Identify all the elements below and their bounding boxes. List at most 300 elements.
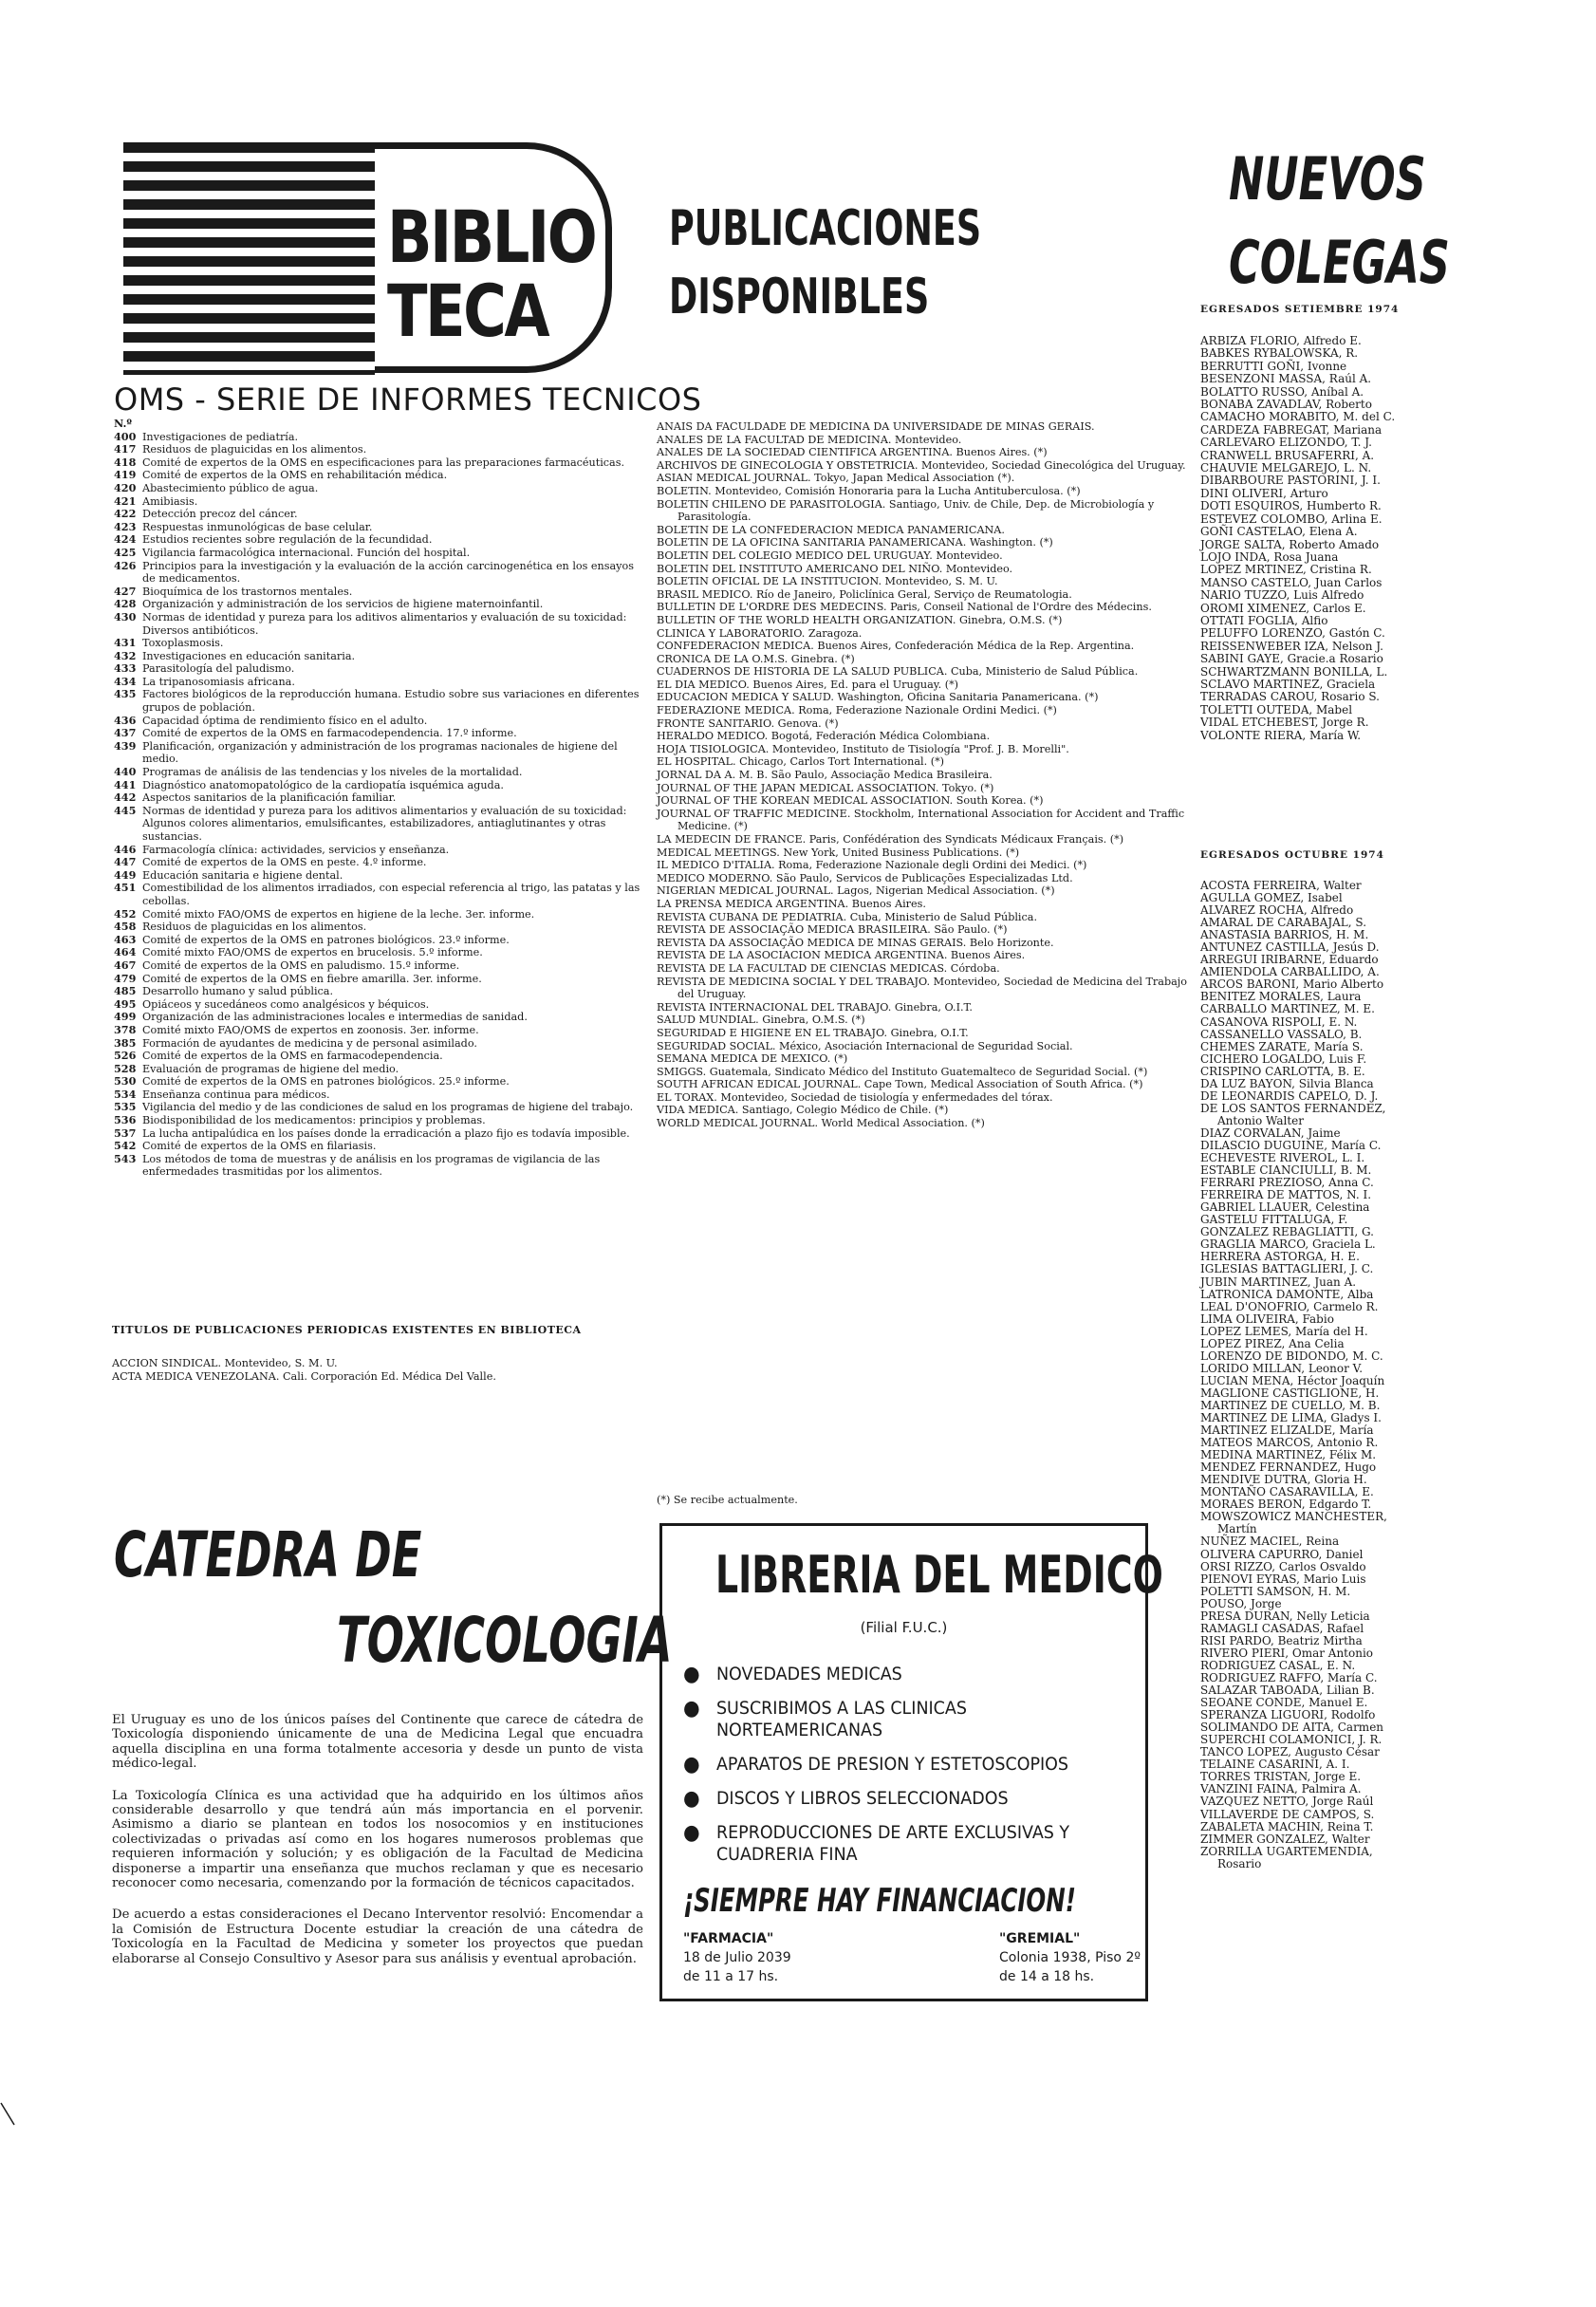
periodicals-footnote: (*) Se recibe actualmente.: [657, 1494, 798, 1506]
graduate-name: RODRIGUEZ CASAL, E. N.: [1200, 1658, 1356, 1672]
graduate-name: AMIENDOLA CARBALLIDO, A.: [1200, 965, 1380, 979]
report-title: Factores biológicos de la reproducción humana. Estudio sobre sus variaciones en diferentes grupos de población.: [142, 688, 640, 715]
report-number: 542: [114, 1139, 137, 1153]
graduate-name: MARTINEZ ELIZALDE, María: [1200, 1423, 1374, 1438]
periodical-item: HOJA TISIOLOGICA. Montevideo, Instituto de Tisiología "Prof. J. B. Morelli".: [657, 742, 1069, 755]
graduate-name: DIBARBOURE PASTORINI, J. I.: [1200, 474, 1381, 488]
oct-graduates-heading: EGRESADOS OCTUBRE 1974: [1200, 849, 1384, 861]
graduate-name: MENDIVE DUTRA, Gloria H.: [1200, 1473, 1367, 1487]
report-number: 530: [114, 1074, 137, 1088]
report-number: 526: [114, 1049, 137, 1063]
periodical-item: BOLETIN DE LA OFICINA SANITARIA PANAMERICANA. Washington. (*): [657, 536, 1053, 549]
graduate-name: BABKES RYBALOWSKA, R.: [1200, 346, 1359, 361]
ad-item-list: [683, 1664, 1129, 1878]
periodical-item: ACTA MEDICA VENEZOLANA. Cali. Corporación Ed. Médica Del Valle.: [112, 1369, 496, 1383]
graduate-name: ARCOS BARONI, Mario Alberto: [1200, 977, 1384, 992]
oms-report-row: [114, 715, 645, 728]
graduate-name: DOTI ESQUIROS, Humberto R.: [1200, 499, 1382, 513]
ad-item-text: REPRODUCCIONES DE ARTE EXCLUSIVAS Y CUADRERIA FINA: [715, 1822, 1070, 1865]
report-number: 452: [114, 906, 137, 921]
report-number: 440: [114, 765, 137, 779]
report-title: Amibiasis.: [142, 494, 198, 508]
periodical-item: BOLETIN CHILENO DE PARASITOLOGIA. Santiago, Univ. de Chile, Dep. de Microbiología y Parasitología.: [657, 497, 1155, 524]
oms-report-row: [114, 469, 645, 482]
periodical-item: JORNAL DA A. M. B. São Paulo, Associação Medica Brasileira.: [657, 769, 993, 782]
ad-item: [683, 1788, 1093, 1810]
periodical-item: VIDA MEDICA. Santiago, Colegio Médico de Chile. (*): [657, 1104, 949, 1117]
oms-report-row: [114, 508, 645, 521]
oms-report-row: [114, 766, 645, 779]
periodical-item: BOLETIN DE LA CONFEDERACION MEDICA PANAMERICANA.: [657, 523, 1005, 536]
graduate-name: MARTINEZ DE LIMA, Gladys I.: [1200, 1411, 1382, 1425]
periodical-item: WORLD MEDICAL JOURNAL. World Medical Association. (*): [657, 1117, 985, 1130]
periodical-item: EL DIA MEDICO. Buenos Aires, Ed. para el Uruguay. (*): [657, 678, 959, 691]
oms-report-row: [114, 482, 645, 495]
logo-line-2: TECA: [387, 269, 548, 353]
graduate-name: ESTEVEZ COLOMBO, Arlina E.: [1200, 512, 1383, 526]
branch-name: "FARMACIA": [683, 1931, 774, 1946]
catedra-title-line-1: CATEDRA DE: [114, 1518, 422, 1591]
ad-item: [683, 1754, 1093, 1776]
graduate-name: MENDEZ FERNANDEZ, Hugo: [1200, 1460, 1377, 1475]
periodical-item: LA MEDECIN DE FRANCE. Paris, Confédération des Syndicats Médicaux Français. (*): [657, 833, 1124, 846]
periodical-item: CRONICA DE LA O.M.S. Ginebra. (*): [657, 652, 855, 665]
nuevos-title-line-2: COLEGAS: [1229, 228, 1450, 297]
report-number: 430: [114, 609, 137, 623]
oms-report-row: [114, 586, 645, 599]
oms-report-row: [114, 959, 645, 973]
oms-report-row: [114, 1101, 645, 1114]
report-title: Educación sanitaria e higiene dental.: [142, 868, 343, 882]
oms-report-row: [114, 1140, 645, 1153]
report-number: 441: [114, 777, 137, 791]
report-title: Biodisponibilidad de los medicamentos: principios y problemas.: [142, 1114, 486, 1127]
report-number: 464: [114, 945, 137, 959]
graduate-name: LEAL D'ONOFRIO, Carmelo R.: [1200, 1299, 1379, 1313]
graduate-name: LUCIAN MENA, Héctor Joaquín: [1200, 1373, 1385, 1387]
logo-stripe: [123, 237, 375, 248]
report-title: Detección precoz del cáncer.: [142, 508, 298, 521]
report-number: 427: [114, 584, 137, 598]
logo-stripe: [123, 199, 375, 210]
periodical-item: BULLETIN OF THE WORLD HEALTH ORGANIZATION. Ginebra, O.M.S. (*): [657, 613, 1063, 626]
report-title: Respuestas inmunológicas de base celular.: [142, 520, 373, 533]
graduate-name: LORIDO MILLAN, Leonor V.: [1200, 1361, 1364, 1375]
graduate-name: TORRES TRISTAN, Jorge E.: [1200, 1770, 1362, 1784]
graduate-name: AMARAL DE CARABAJAL, S.: [1200, 916, 1367, 930]
report-title: Comité de expertos de la OMS en rehabilitación médica.: [142, 469, 448, 482]
periodicals-list: [657, 420, 1193, 1130]
periodical-item: CUADERNOS DE HISTORIA DE LA SALUD PUBLICA. Cuba, Ministerio de Salud Pública.: [657, 665, 1139, 679]
ad-title: LIBRERIA DEL MEDICO: [714, 1545, 1163, 1605]
report-title: Diagnóstico anatomopatológico de la cardiopatía isquémica aguda.: [142, 778, 504, 791]
graduate-name: Antonio Walter: [1217, 1113, 1304, 1127]
oms-report-row: [114, 688, 645, 714]
oms-report-row: [114, 869, 645, 883]
graduate-name: PELUFFO LORENZO, Gastón C.: [1200, 626, 1385, 641]
sept-graduates-heading: EGRESADOS SETIEMBRE 1974: [1200, 304, 1400, 315]
oms-report-row: [114, 791, 645, 805]
report-number: 421: [114, 493, 137, 508]
oms-report-row: [114, 1037, 645, 1051]
oms-report-list: [114, 418, 645, 1179]
report-number: 417: [114, 442, 137, 456]
logo-stripe: [123, 180, 375, 191]
oms-report-row: [114, 908, 645, 921]
periodical-item: HERALDO MEDICO. Bogotá, Federación Médica Colombiana.: [657, 730, 991, 743]
report-number: 449: [114, 867, 137, 882]
graduate-name: LOJO INDA, Rosa Juana: [1200, 549, 1339, 564]
report-title: Comité mixto FAO/OMS de expertos en brucelosis. 5.º informe.: [142, 946, 483, 959]
graduate-name: PIENOVI EYRAS, Mario Luis: [1200, 1572, 1366, 1586]
graduate-name: MATEOS MARCOS, Antonio R.: [1200, 1436, 1379, 1450]
graduate-name: GABRIEL LLAUER, Celestina: [1200, 1200, 1370, 1215]
branch-address: Colonia 1938, Piso 2º: [999, 1950, 1141, 1965]
report-title: Principios para la investigación y la evaluación de la acción carcinogenética en los ensayos de medicamentos.: [142, 559, 634, 586]
oms-report-row: [114, 521, 645, 534]
graduate-name: TELAINE CASARINI, A. I.: [1200, 1758, 1350, 1772]
report-title: Comité de expertos de la OMS en farmacodependencia.: [142, 1050, 443, 1063]
graduate-name: POLETTI SAMSON, H. M.: [1200, 1584, 1351, 1598]
graduate-name: ALVAREZ ROCHA, Alfredo: [1200, 903, 1354, 918]
report-number: 426: [114, 558, 137, 572]
graduate-name: ORSI RIZZO, Carlos Osvaldo: [1200, 1559, 1366, 1573]
graduate-name: Rosario: [1217, 1856, 1262, 1870]
periodical-item: EL HOSPITAL. Chicago, Carlos Tort International. (*): [657, 755, 945, 769]
logo-stripe: [123, 218, 375, 229]
report-title: Capacidad óptima de rendimiento físico en el adulto.: [142, 714, 428, 727]
report-title: Comité de expertos de la OMS en filariasis.: [142, 1140, 377, 1153]
report-number: 534: [114, 1087, 137, 1101]
graduate-name: VIDAL ETCHEBEST, Jorge R.: [1200, 716, 1369, 730]
report-number: 432: [114, 648, 137, 662]
graduate-name: BENITEZ MORALES, Laura: [1200, 990, 1362, 1004]
periodicals-heading: TITULOS DE PUBLICACIONES PERIODICAS EXISTENTES EN BIBLIOTECA: [112, 1324, 582, 1336]
ad-item: [683, 1698, 1093, 1741]
graduate-name: OLIVERA CAPURRO, Daniel: [1200, 1547, 1364, 1561]
graduate-name: OTTATI FOGLIA, Alfio: [1200, 613, 1328, 627]
oms-report-row: [114, 1050, 645, 1063]
graduate-name: DA LUZ BAYON, Silvia Blanca: [1200, 1076, 1374, 1090]
periodical-item: EL TORAX. Montevideo, Sociedad de tisiología y enfermedades del tórax.: [657, 1090, 1053, 1104]
report-number: 451: [114, 881, 137, 895]
oms-report-row: [114, 456, 645, 470]
report-title: Normas de identidad y pureza para los aditivos alimentarios y evaluación de su toxicidad: Diversos antibióticos.: [142, 610, 627, 637]
oms-report-row: [114, 650, 645, 663]
oms-report-row: [114, 1024, 645, 1037]
report-number: 400: [114, 429, 137, 443]
ad-item-text: DISCOS Y LIBROS SELECCIONADOS: [715, 1788, 1009, 1809]
graduate-name: RAMAGLI CASADAS, Rafael: [1200, 1621, 1364, 1635]
graduate-name: MARTINEZ DE CUELLO, M. B.: [1200, 1398, 1381, 1412]
report-number: 425: [114, 545, 137, 559]
logo-stripe: [123, 142, 375, 153]
publicaciones-title: [669, 195, 981, 331]
oms-section-title: OMS - SERIE DE INFORMES TECNICOS: [114, 381, 702, 418]
graduate-name: ANASTASIA BARRIOS, H. M.: [1200, 928, 1369, 942]
report-title: Investigaciones de pediatría.: [142, 430, 299, 443]
ad-slogan: ¡SIEMPRE HAY FINANCIACION!: [683, 1882, 1076, 1920]
logo-stripe: [123, 256, 375, 267]
graduate-name: Martín: [1217, 1522, 1257, 1536]
report-number: 447: [114, 855, 137, 869]
graduate-name: MANSO CASTELO, Juan Carlos: [1200, 575, 1383, 589]
periodical-item: REVISTA DE MEDICINA SOCIAL Y DEL TRABAJO. Montevideo, Sociedad de Medicina del Trabajo del Uruguay.: [657, 975, 1187, 1001]
oms-report-row: [114, 443, 645, 456]
periodical-item: MEDICAL MEETINGS. New York, United Business Publications. (*): [657, 846, 1020, 859]
report-title: Parasitología del paludismo.: [142, 662, 295, 676]
graduate-name: ANTUNEZ CASTILLA, Jesús D.: [1200, 940, 1380, 955]
bullet-icon: ●: [683, 1787, 700, 1811]
graduate-name: LOPEZ PIREZ, Ana Celia: [1200, 1336, 1345, 1350]
report-number: 446: [114, 842, 137, 856]
logo-stripe: [123, 332, 375, 343]
oms-report-row: [114, 973, 645, 986]
periodical-item: REVISTA DE ASSOCIAÇÃO MEDICA BRASILEIRA. São Paulo. (*): [657, 923, 1008, 937]
graduate-name: DINI OLIVERI, Arturo: [1200, 486, 1328, 500]
graduate-name: NARIO TUZZO, Luis Alfredo: [1200, 588, 1364, 603]
graduate-name: DE LOS SANTOS FERNANDEZ,: [1200, 1101, 1386, 1115]
oms-report-row: [114, 495, 645, 509]
report-title: Toxoplasmosis.: [142, 637, 224, 650]
oms-report-row: [114, 727, 645, 740]
publicaciones-title-line-1: PUBLICACIONES: [669, 200, 982, 257]
graduate-name: SUPERCHI COLAMONICI, J. R.: [1200, 1733, 1383, 1747]
margin-mark-icon: [0, 2102, 17, 2127]
periodical-item: REVISTA DE LA ASOCIACION MEDICA ARGENTINA. Buenos Aires.: [657, 949, 1026, 962]
ad-item-text: SUSCRIBIMOS A LAS CLINICAS NORTEAMERICANAS: [715, 1698, 967, 1740]
periodical-item: BOLETIN. Montevideo, Comisión Honoraria para la Lucha Antituberculosa. (*): [657, 484, 1081, 497]
graduate-name: BESENZONI MASSA, Raúl A.: [1200, 372, 1372, 386]
graduate-name: BONABA ZAVADLAV, Roberto: [1200, 398, 1372, 412]
graduate-name: JUBIN MARTINEZ, Juan A.: [1200, 1274, 1357, 1289]
report-number: 495: [114, 996, 137, 1011]
report-title: Investigaciones en educación sanitaria.: [142, 649, 356, 662]
graduate-name: PRESA DURAN, Nelly Leticia: [1200, 1609, 1370, 1623]
report-number: 458: [114, 920, 137, 934]
report-number: 418: [114, 455, 137, 469]
report-title: Desarrollo humano y salud pública.: [142, 985, 334, 998]
periodical-item: LA PRENSA MEDICA ARGENTINA. Buenos Aires.: [657, 897, 926, 910]
report-number: 434: [114, 674, 137, 688]
graduate-name: MORAES BERON, Edgardo T.: [1200, 1498, 1372, 1512]
graduate-name: RISI PARDO, Beatriz Mirtha: [1200, 1633, 1363, 1647]
periodical-item: SEGURIDAD E HIGIENE EN EL TRABAJO. Ginebra, O.I.T.: [657, 1026, 969, 1039]
ad-subtitle: (Filial F.U.C.): [860, 1619, 948, 1636]
oms-report-row: [114, 844, 645, 857]
periodical-item: SEGURIDAD SOCIAL. México, Asociación Internacional de Seguridad Social.: [657, 1039, 1073, 1052]
report-title: Organización de las administraciones locales e intermedias de sanidad.: [142, 1011, 528, 1024]
logo-stripe: [123, 294, 375, 305]
report-number: 499: [114, 1010, 137, 1024]
periodical-item: ANALES DE LA SOCIEDAD CIENTIFICA ARGENTINA. Buenos Aires. (*): [657, 446, 1048, 459]
periodical-item: CLINICA Y LABORATORIO. Zaragoza.: [657, 626, 863, 640]
graduate-name: TERRADAS CAROU, Rosario S.: [1200, 690, 1380, 704]
bullet-icon: ●: [683, 1697, 700, 1721]
periodical-item: REVISTA DE LA FACULTAD DE CIENCIAS MEDICAS. Córdoba.: [657, 961, 1000, 975]
graduate-name: GRAGLIA MARCO, Graciela L.: [1200, 1237, 1376, 1252]
graduate-name: LOPEZ MRTINEZ, Cristina R.: [1200, 563, 1372, 577]
oms-report-row: [114, 598, 645, 611]
periodical-item: JOURNAL OF TRAFFIC MEDICINE. Stockholm, International Association for Accident and Traffic Medicine. (*): [657, 807, 1185, 833]
periodical-item: MEDICO MODERNO. São Paulo, Servicos de Publicações Especializadas Ltd.: [657, 871, 1073, 884]
graduate-name: CRISPINO CARLOTTA, B. E.: [1200, 1064, 1365, 1078]
report-title: Comité mixto FAO/OMS de expertos en zoonosis. 3er. informe.: [142, 1023, 479, 1036]
graduate-name: CARBALLO MARTINEZ, M. E.: [1200, 1002, 1375, 1016]
oms-report-row: [114, 946, 645, 959]
logo-stripe: [123, 275, 375, 286]
graduate-name: TOLETTI OUTEDA, Mabel: [1200, 702, 1353, 716]
graduate-name: GOÑI CASTELAO, Elena A.: [1200, 525, 1358, 539]
oct-graduates-list: [1200, 880, 1438, 1870]
report-number: 420: [114, 480, 137, 494]
graduate-name: ZORRILLA UGARTEMENDIA,: [1200, 1844, 1373, 1858]
periodical-item: REVISTA CUBANA DE PEDIATRIA. Cuba, Ministerio de Salud Pública.: [657, 910, 1038, 923]
graduate-name: DIAZ CORVALAN, Jaime: [1200, 1126, 1341, 1140]
periodical-item: ASIAN MEDICAL JOURNAL. Tokyo, Japan Medical Association (*).: [657, 472, 1015, 485]
graduate-name: MEDINA MARTINEZ, Félix M.: [1200, 1448, 1377, 1462]
graduate-name: ARREGUI IRIBARNE, Eduardo: [1200, 953, 1379, 967]
report-title: Vigilancia del medio y de las condiciones de salud en los programas de higiene del trabajo.: [142, 1101, 634, 1114]
oms-report-row: [114, 779, 645, 792]
graduate-name: LORENZO DE BIDONDO, M. C.: [1200, 1349, 1383, 1363]
biblioteca-logo: [123, 142, 617, 375]
graduate-name: CHEMES ZARATE, María S.: [1200, 1039, 1364, 1053]
periodical-item: REVISTA INTERNACIONAL DEL TRABAJO. Ginebra, O.I.T.: [657, 1000, 973, 1014]
graduate-name: TANCO LOPEZ, Augusto César: [1200, 1745, 1380, 1759]
graduate-name: FERREIRA DE MATTOS, N. I.: [1200, 1188, 1372, 1202]
sept-graduates-list: [1200, 335, 1438, 742]
graduate-name: BOLATTO RUSSO, Aníbal A.: [1200, 384, 1364, 399]
bullet-icon: ●: [683, 1663, 700, 1686]
logo-stripes: [123, 142, 375, 375]
periodical-item: IL MEDICO D'ITALIA. Roma, Federazione Nazionale degli Ordini dei Medici. (*): [657, 859, 1087, 872]
graduate-name: VOLONTE RIERA, María W.: [1200, 728, 1362, 742]
report-number: 436: [114, 713, 137, 727]
report-title: Opiáceos y sucedáneos como analgésicos y béquicos.: [142, 997, 430, 1011]
graduate-name: SALAZAR TABOADA, Lilian B.: [1200, 1684, 1375, 1698]
logo-stripe: [123, 313, 375, 324]
catedra-article-body: [112, 1713, 643, 1983]
oms-report-row: [114, 533, 645, 547]
oms-report-row: [114, 1088, 645, 1102]
graduate-name: DILASCIO DUGUINE, María C.: [1200, 1138, 1382, 1152]
report-number: 445: [114, 803, 137, 817]
report-number: 528: [114, 1061, 137, 1075]
libreria-ad-box: [659, 1523, 1163, 2001]
oms-report-row: [114, 740, 645, 766]
oms-report-row: [114, 547, 645, 560]
report-title: Normas de identidad y pureza para los aditivos alimentarios y evaluación de su toxicidad: Algunos colores alimentarios, emulsificantes, estabilizadores, antiaglutinantes y otras sustancias.: [142, 804, 627, 843]
periodical-item: BOLETIN OFICIAL DE LA INSTITUCION. Montevideo, S. M. U.: [657, 575, 998, 588]
report-title: La lucha antipalúdica en los países donde la erradicación a plazo fijo es todavía imposible.: [142, 1126, 630, 1140]
report-title: Comité de expertos de la OMS en paludismo. 15.º informe.: [142, 958, 460, 972]
ad-item: [683, 1822, 1093, 1866]
graduate-name: SCHWARTZMANN BONILLA, L.: [1200, 664, 1388, 679]
logo-stripe: [123, 370, 375, 375]
bullet-icon: ●: [683, 1753, 700, 1777]
report-number: 424: [114, 532, 137, 547]
report-title: Comestibilidad de los alimentos irradiados, con especial referencia al trigo, las patatas y las cebollas.: [142, 882, 640, 907]
graduate-name: CICHERO LOGALDO, Luis F.: [1200, 1051, 1367, 1066]
report-title: Enseñanza continua para médicos.: [142, 1088, 330, 1101]
graduate-name: NUÑEZ MACIEL, Reina: [1200, 1535, 1340, 1549]
graduate-name: CARDEZA FABREGAT, Mariana: [1200, 422, 1383, 437]
report-number: 439: [114, 738, 137, 753]
report-number: 437: [114, 726, 137, 740]
oms-report-row: [114, 1063, 645, 1076]
report-title: Bioquímica de los trastornos mentales.: [142, 585, 353, 598]
branch-farmacia: [683, 1929, 901, 1986]
report-title: Evaluación de programas de higiene del medio.: [142, 1062, 399, 1075]
periodical-item: REVISTA DA ASSOCIAÇÃO MEDICA DE MINAS GERAIS. Belo Horizonte.: [657, 936, 1054, 949]
graduate-name: MONTAÑO CASARAVILLA, E.: [1200, 1485, 1374, 1499]
logo-line-1: BIBLIO: [387, 195, 596, 279]
report-title: Comité de expertos de la OMS en fiebre amarilla. 3er. informe.: [142, 972, 482, 985]
oms-report-row: [114, 1011, 645, 1024]
logo-stripe: [123, 161, 375, 172]
oms-report-row: [114, 805, 645, 844]
nuevos-colegas-title: [1229, 138, 1450, 305]
oms-report-row: [114, 431, 645, 444]
periodical-item: BOLETIN DEL INSTITUTO AMERICANO DEL NIÑO. Montevideo.: [657, 562, 1013, 575]
oms-report-row: [114, 1114, 645, 1127]
report-title: Comité de expertos de la OMS en peste. 4.º informe.: [142, 856, 427, 869]
catedra-paragraph-2: La Toxicología Clínica es una actividad que ha adquirido en los últimos años considerable desarrollo y que tendrá aún más importancia en el porvenir. Asimismo a diario se plantean en todos los nosocomios y en instituciones colectivizadas o privadas así como en los hogares numerosos problemas que requieren información y solución; y es obligación de la Facultad de Medicina disponerse a impartir una enseñanza que muchos reclaman y que es necesario reconocer como necesaria, comenzando por la formación de técnicos capacitados.: [112, 1788, 643, 1891]
oms-report-row: [114, 662, 645, 676]
graduate-name: OROMI XIMENEZ, Carlos E.: [1200, 601, 1366, 615]
graduate-name: FERRARI PREZIOSO, Anna C.: [1200, 1176, 1374, 1190]
periodical-item: JOURNAL OF THE KOREAN MEDICAL ASSOCIATION. South Korea. (*): [657, 794, 1044, 808]
report-number: 543: [114, 1151, 137, 1165]
graduate-name: ARBIZA FLORIO, Alfredo E.: [1200, 334, 1362, 347]
periodical-item: SOUTH AFRICAN EDICAL JOURNAL. Cape Town, Medical Association of South Africa. (*): [657, 1078, 1143, 1091]
graduate-name: VANZINI FAINA, Palmira A.: [1200, 1782, 1362, 1796]
report-number: 442: [114, 791, 137, 805]
graduate-name: LIMA OLIVEIRA, Fabio: [1200, 1312, 1334, 1326]
report-title: Farmacología clínica: actividades, servicios y enseñanza.: [142, 843, 450, 856]
branch-gremial: [999, 1929, 1146, 1986]
branch-hours: de 11 a 17 hs.: [683, 1969, 779, 1984]
report-number: 536: [114, 1113, 137, 1127]
branch-hours: de 14 a 18 hs.: [999, 1969, 1095, 1984]
periodical-item: CONFEDERACION MEDICA. Buenos Aires, Confederación Médica de la Rep. Argentina.: [657, 640, 1135, 653]
graduate-name: SOLIMANDO DE AITA, Carmen: [1200, 1721, 1384, 1735]
graduate-name: MAGLIONE CASTIGLIONE, H.: [1200, 1386, 1380, 1400]
report-title: Comité de expertos de la OMS en especificaciones para las preparaciones farmacéuticas.: [142, 456, 625, 469]
bullet-icon: ●: [683, 1821, 700, 1845]
graduate-name: SEOANE CONDE, Manuel E.: [1200, 1696, 1368, 1710]
periodical-item: NIGERIAN MEDICAL JOURNAL. Lagos, Nigerian Medical Association. (*): [657, 884, 1055, 898]
report-title: Residuos de plaguicidas en los alimentos.: [142, 921, 367, 934]
graduate-name: SABINI GAYE, Gracie.a Rosario: [1200, 652, 1383, 666]
report-number: 479: [114, 971, 137, 985]
graduate-name: VAZQUEZ NETTO, Jorge Raúl: [1200, 1795, 1374, 1809]
oms-report-row: [114, 921, 645, 934]
periodicals-left-list: [112, 1357, 653, 1383]
oms-report-row: [114, 1075, 645, 1088]
graduate-name: MOWSZOWICZ MANCHESTER,: [1200, 1510, 1387, 1524]
graduate-name: CASSANELLO VASSALO, B.: [1200, 1027, 1363, 1041]
oms-report-row: [114, 1127, 645, 1141]
report-title: Residuos de plaguicidas en los alimentos.: [142, 443, 367, 456]
ad-item-text: NOVEDADES MEDICAS: [715, 1664, 902, 1684]
graduate-name: GONZALEZ REBAGLIATTI, G.: [1200, 1225, 1374, 1239]
graduate-name: CASANOVA RISPOLI, E. N.: [1200, 1014, 1358, 1029]
oms-number-header: N.º: [114, 417, 132, 430]
catedra-title-line-2: TOXICOLOGIA: [337, 1604, 673, 1677]
report-title: Planificación, organización y administración de los programas nacionales de higiene del medio.: [142, 739, 618, 766]
